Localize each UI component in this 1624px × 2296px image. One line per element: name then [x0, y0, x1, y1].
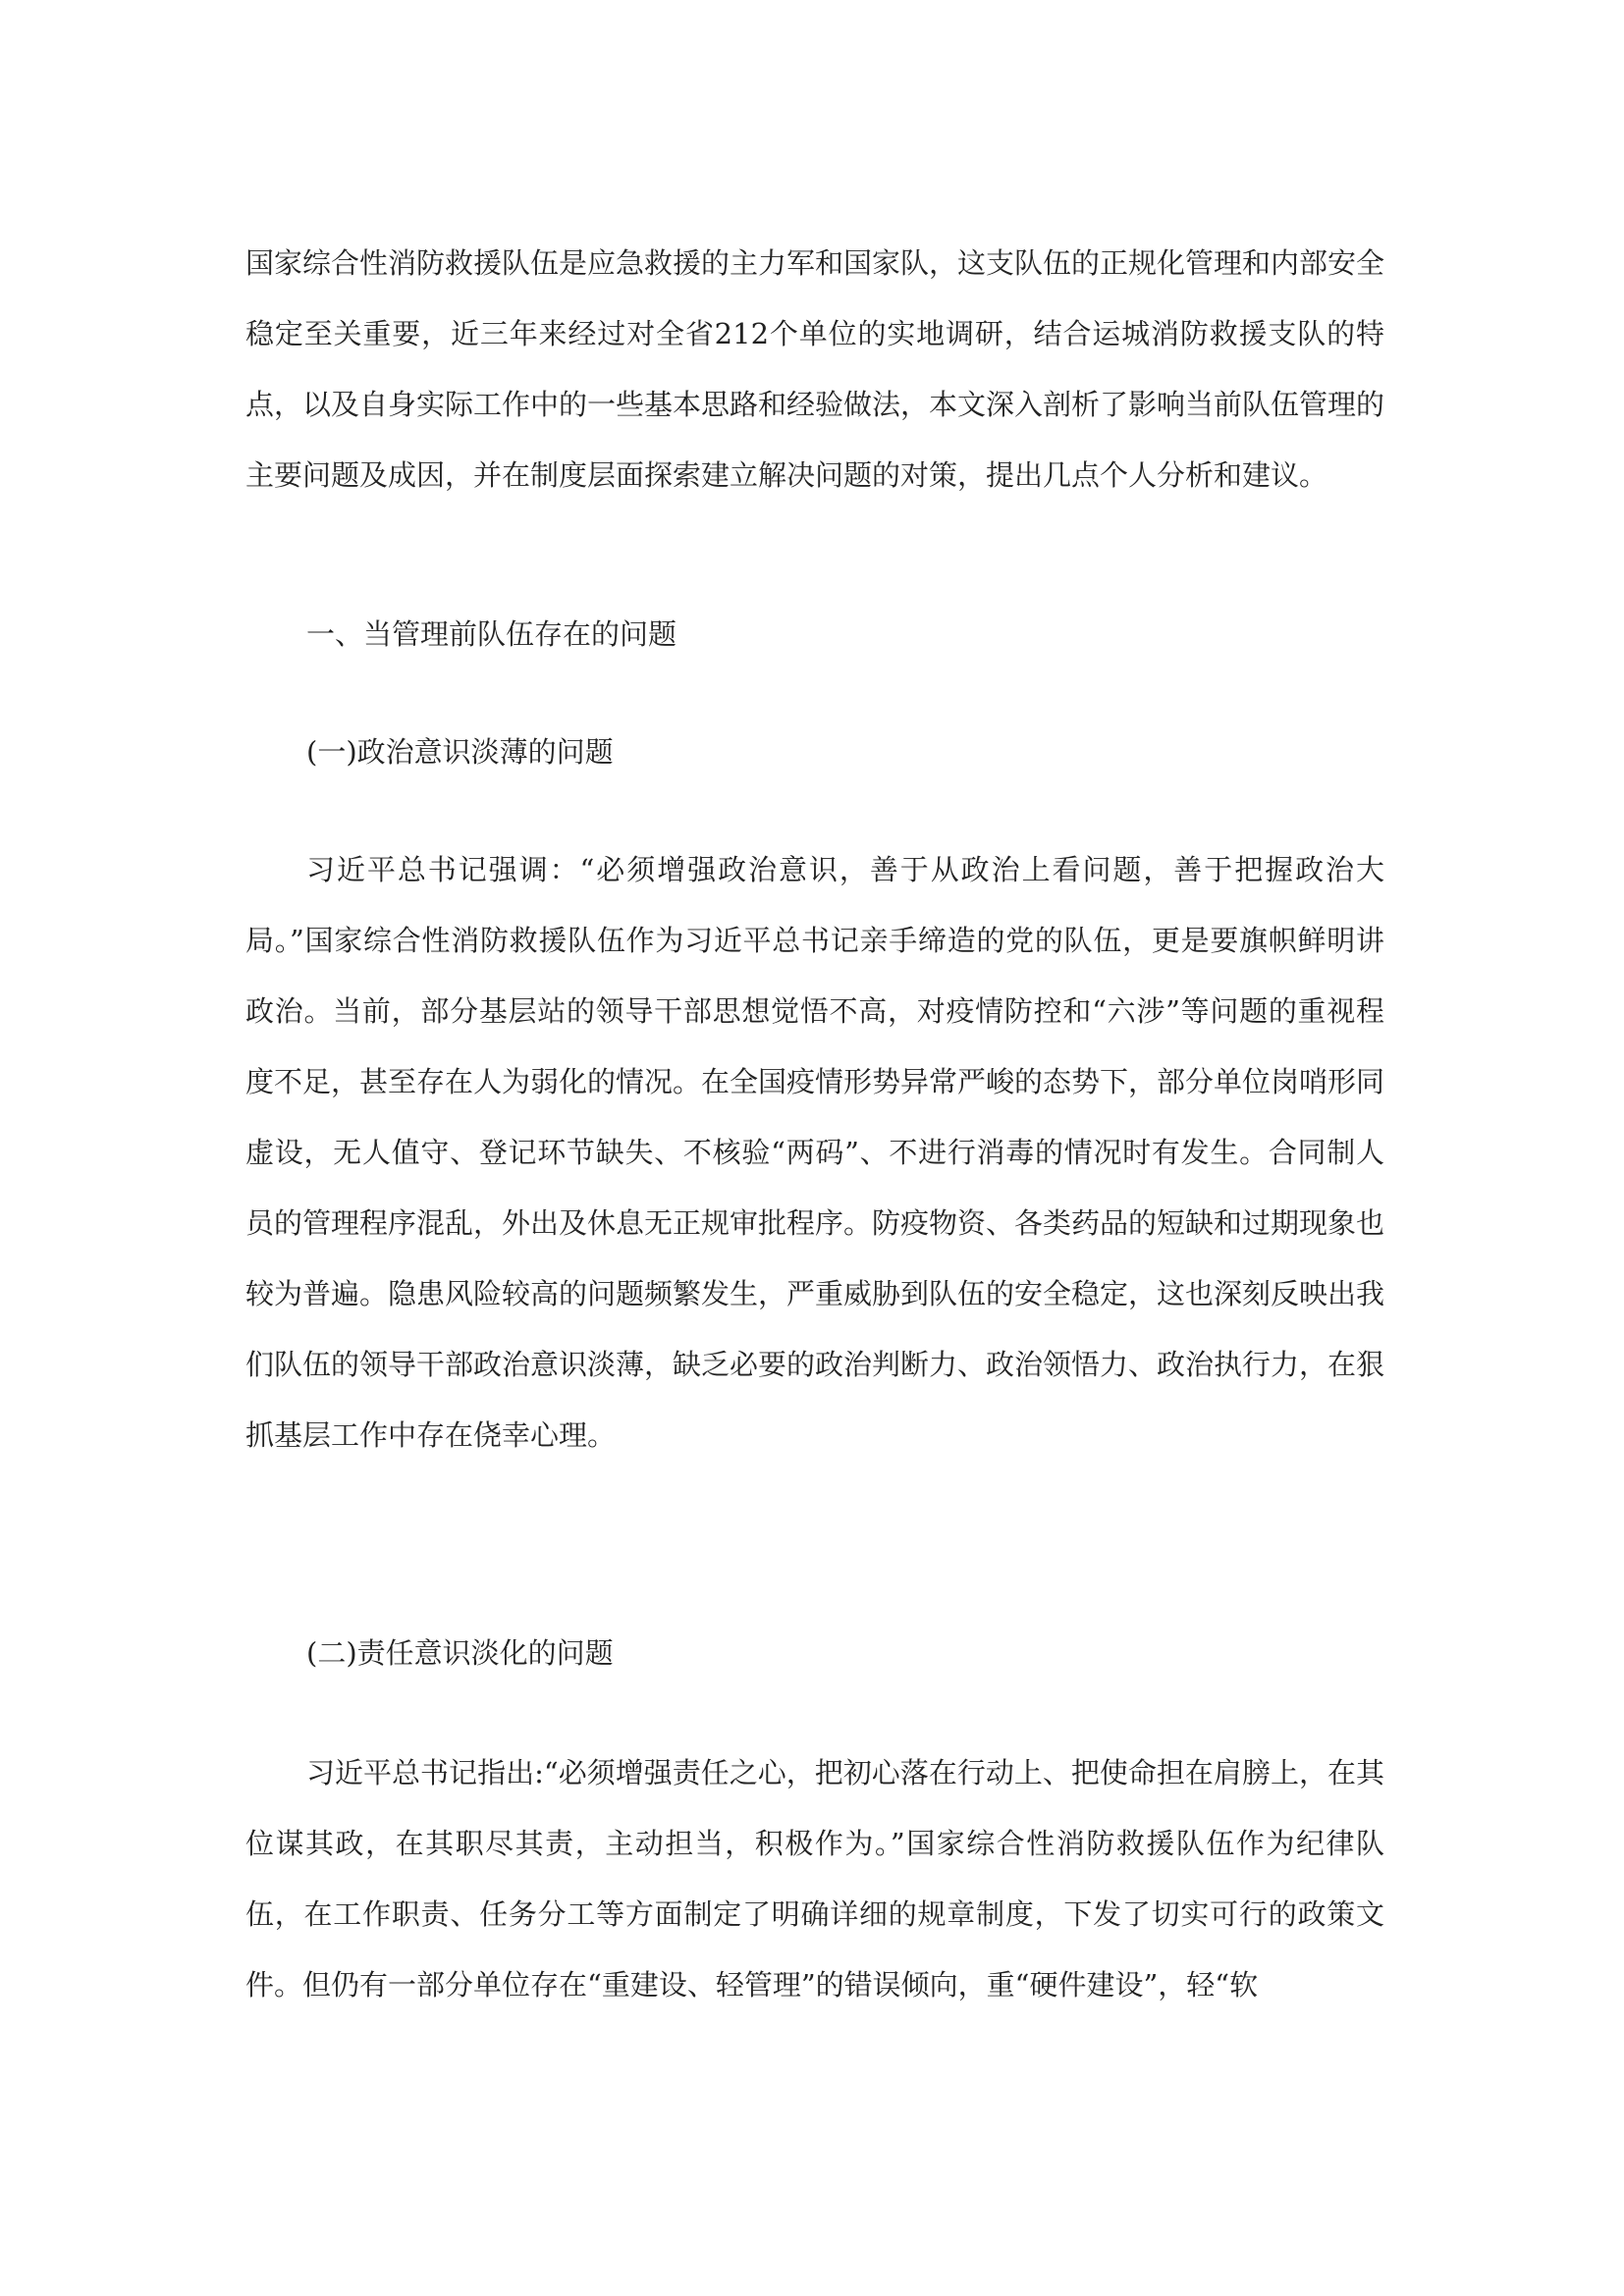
sub2-body: 习近平总书记指出:“必须增强责任之心，把初心落在行动上、把使命担在肩膀上，在其位谋其政，在其职尽其责，主动担当，积极作为。”国家综合性消防救援队伍作为纪律队伍，在工作职责、任务分工等方面制定了明确详细的规章制度，下发了切实可行的政策文件。但仍有一部分单位存在“重建设、轻管理”的错误倾向，重“硬件建设”，轻“软 — [245, 1756, 1384, 2002]
subsection-heading — [245, 1618, 1384, 1688]
intro-text: 国家综合性消防救援队伍是应急救援的主力军和国家队，这支队伍的正规化管理和内部安全稳定至关重要，近三年来经过对全省212个单位的实地调研，结合运城消防救援支队的特点，以及自身实际工作中的一些基本思路和经验做法，本文深入剖析了影响当前队伍管理的主要问题及成因，并在制度层面探索建立解决问题的对策，提出几点个人分析和建议。 — [245, 246, 1385, 492]
subsection-body — [245, 1737, 1384, 2020]
subsection-body — [245, 834, 1384, 1470]
sub1-heading: (一)政治意识淡薄的问题 — [306, 735, 614, 769]
section1-heading: 一、当管理前队伍存在的问题 — [306, 617, 677, 651]
sub2-heading: (二)责任意识淡化的问题 — [306, 1636, 614, 1670]
subsection-heading — [245, 717, 1384, 787]
sub1-body: 习近平总书记强调：“必须增强政治意识，善于从政治上看问题，善于把握政治大局。”国家综合性消防救援队伍作为习近平总书记亲手缔造的党的队伍，更是要旗帜鲜明讲政治。当前，部分基层站的领导干部思想觉悟不高，对疫情防控和“六涉”等问题的重视程度不足，甚至存在人为弱化的情况。在全国疫情形势异常严峻的态势下，部分单位岗哨形同虚设，无人值守、登记环节缺失、不核验“两码”、不进行消毒的情况时有发生。合同制人员的管理程序混乱，外出及休息无正规审批程序。防疫物资、各类药品的短缺和过期现象也较为普遍。隐患风险较高的问题频繁发生，严重威胁到队伍的安全稳定，这也深刻反映出我们队伍的领导干部政治意识淡薄，缺乏必要的政治判断力、政治领悟力、政治执行力，在狠抓基层工作中存在侥幸心理。 — [245, 853, 1385, 1452]
intro-paragraph — [245, 228, 1384, 510]
section-heading — [245, 599, 1384, 669]
